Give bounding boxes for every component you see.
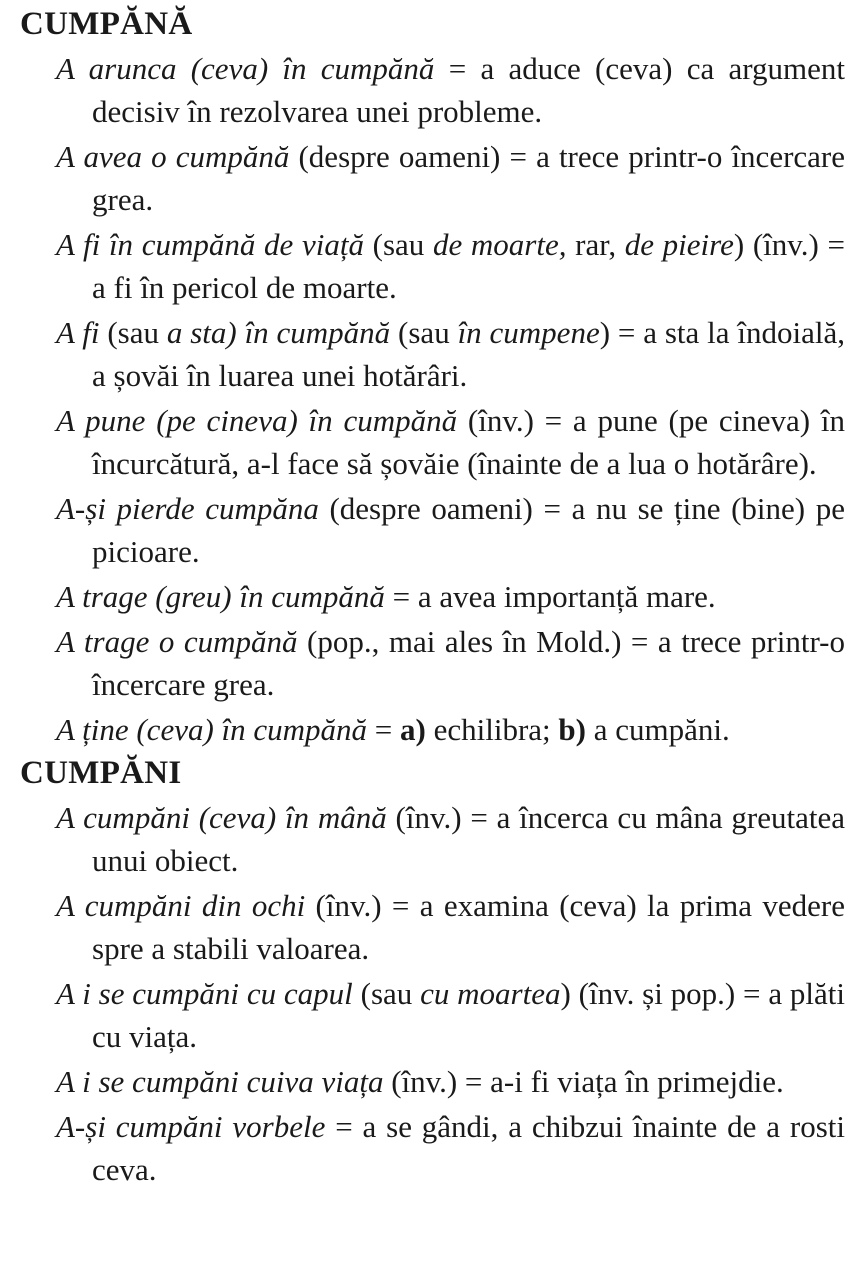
dictionary-entry [20, 223, 845, 309]
idiom-phrase: A-și cumpăni vorbele [56, 1109, 326, 1144]
definition-text: (pop., mai ales în Mold.) = a trece printr-o încercare grea. [92, 624, 845, 702]
definition-text: rar, [566, 227, 625, 262]
idiom-phrase: A pune (pe cineva) în cumpănă [56, 403, 458, 438]
definition-text: = a aduce (ceva) ca argument decisiv în rezolvarea unei probleme. [92, 51, 845, 129]
definition-text: ) = a sta la îndoială, a șovăi în luarea unei hotărâri. [92, 315, 845, 393]
dictionary-entry [20, 1105, 845, 1191]
dictionary-entry [20, 796, 845, 882]
idiom-phrase: a sta) în cumpănă [166, 315, 391, 350]
idiom-phrase: de moarte, [432, 227, 567, 262]
sense-marker: b) [558, 712, 586, 747]
definition-text: ) (înv.) = a fi în pericol de moarte. [92, 227, 845, 305]
definition-text: a cumpăni. [586, 712, 730, 747]
definition-text: (despre oameni) = a trece printr-o încercare grea. [92, 139, 846, 217]
dictionary-entry [20, 1060, 845, 1103]
definition-text: ) (înv. și pop.) = a plăti cu viața. [92, 976, 845, 1054]
idiom-phrase: cu moartea [420, 976, 561, 1011]
dictionary-content [20, 2, 845, 1191]
idiom-phrase: de pieire [624, 227, 734, 262]
dictionary-entry [20, 47, 845, 133]
idiom-phrase: A arunca (ceva) în cumpănă [56, 51, 435, 86]
definition-text: (înv.) = a încerca cu mâna greutatea unui obiect. [92, 800, 845, 878]
definition-text: (despre oameni) = a nu se ține (bine) pe picioare. [92, 491, 845, 569]
definition-text: (sau [390, 315, 458, 350]
dictionary-entry [20, 487, 845, 573]
idiom-phrase: A i se cumpăni cuiva viața [56, 1064, 384, 1099]
definition-text: (sau [352, 976, 421, 1011]
definition-text: (înv.) = a pune (pe cineva) în încurcătură, a-l face să șovăie (înainte de a lua o hotărâre). [92, 403, 845, 481]
idiom-phrase: A trage (greu) în cumpănă [56, 579, 385, 614]
sense-marker: a) [400, 712, 426, 747]
definition-text: = [367, 712, 401, 747]
idiom-phrase: A avea o cumpănă [56, 139, 290, 174]
dictionary-entry [20, 708, 845, 751]
definition-text: = a avea importanță mare. [384, 579, 716, 614]
headword: CUMPĂNĂ [20, 6, 193, 42]
idiom-phrase: A i se cumpăni cu capul [56, 976, 353, 1011]
idiom-phrase: A trage o cumpănă [56, 624, 298, 659]
dictionary-entry [20, 620, 845, 706]
definition-text: echilibra; [425, 712, 559, 747]
definition-text: (înv.) = a examina (ceva) la prima vedere spre a stabili valoarea. [92, 888, 846, 966]
headword: CUMPĂNI [20, 755, 182, 791]
dictionary-entry [20, 575, 845, 618]
dictionary-entry [20, 135, 845, 221]
idiom-phrase: A cumpăni din ochi [56, 888, 306, 923]
idiom-phrase: A fi [56, 315, 100, 350]
idiom-phrase: A cumpăni (ceva) în mână [56, 800, 387, 835]
dictionary-entry [20, 884, 845, 970]
definition-text: (sau [99, 315, 167, 350]
idiom-phrase: în cumpene [457, 315, 600, 350]
definition-text: = a se gândi, a chibzui înainte de a rosti ceva. [92, 1109, 845, 1187]
idiom-phrase: A-și pierde cumpăna [56, 491, 319, 526]
idiom-phrase: A fi în cumpănă de viață [56, 227, 364, 262]
dictionary-entry [20, 972, 845, 1058]
definition-text: (sau [363, 227, 433, 262]
dictionary-entry [20, 311, 845, 397]
idiom-phrase: A ține (ceva) în cumpănă [56, 712, 368, 747]
definition-text: (înv.) = a-i fi viața în primejdie. [383, 1064, 784, 1099]
dictionary-entry [20, 399, 845, 485]
